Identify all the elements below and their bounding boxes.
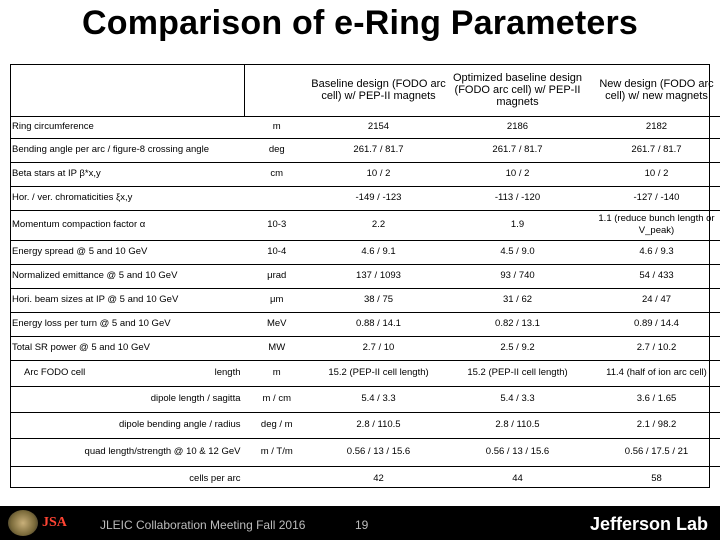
row-unit: 10-3 xyxy=(245,210,310,240)
row-new: 0.56 / 17.5 / 21 xyxy=(587,438,720,466)
jefferson-lab-logo: Jefferson Lab xyxy=(589,514,708,534)
table-row xyxy=(10,240,720,264)
row-optimized: 2.5 / 9.2 xyxy=(448,336,587,360)
table-row xyxy=(10,186,720,210)
jsa-logo: JSA xyxy=(42,515,67,530)
row-baseline: 42 xyxy=(309,466,448,492)
table-row xyxy=(10,312,720,336)
row-optimized: 44 xyxy=(448,466,587,492)
header-baseline: Baseline design (FODO arc cell) w/ PEP-II magnets xyxy=(311,77,446,102)
row-new: 2182 xyxy=(587,116,720,138)
row-new: -127 / -140 xyxy=(587,186,720,210)
table-header-row xyxy=(10,64,720,116)
row-new: 2.7 / 10.2 xyxy=(587,336,720,360)
row-baseline: 2.8 / 110.5 xyxy=(309,412,448,438)
row-optimized: 261.7 / 81.7 xyxy=(448,138,587,162)
row-optimized: 0.82 / 13.1 xyxy=(448,312,587,336)
row-label: Momentum compaction factor α xyxy=(10,210,245,240)
row-new: 1.1 (reduce bunch length or V_peak) xyxy=(587,210,720,240)
header-optimized: Optimized baseline design (FODO arc cell) w/ PEP-II magnets xyxy=(452,71,583,108)
row-optimized: 5.4 / 3.3 xyxy=(448,386,587,412)
row-optimized: 10 / 2 xyxy=(448,162,587,186)
row-optimized: 15.2 (PEP-II cell length) xyxy=(448,360,587,386)
parameters-table xyxy=(10,64,720,492)
table-row xyxy=(10,412,720,438)
row-new: 0.89 / 14.4 xyxy=(587,312,720,336)
row-label: Ring circumference xyxy=(10,116,245,138)
table-row xyxy=(10,116,720,138)
row-baseline: 261.7 / 81.7 xyxy=(309,138,448,162)
table-row xyxy=(10,438,720,466)
row-unit: μm xyxy=(245,288,310,312)
table-row xyxy=(10,386,720,412)
row-unit: MeV xyxy=(245,312,310,336)
meeting-name: JLEIC Collaboration Meeting Fall 2016 xyxy=(100,518,306,532)
row-baseline: 15.2 (PEP-II cell length) xyxy=(309,360,448,386)
row-label: Hori. beam sizes at IP @ 5 and 10 GeV xyxy=(10,288,245,312)
row-unit: m / cm xyxy=(245,386,310,412)
row-label: length xyxy=(214,367,241,378)
row-optimized: 4.5 / 9.0 xyxy=(448,240,587,264)
row-unit: m xyxy=(245,360,310,386)
row-unit: MW xyxy=(245,336,310,360)
row-label: Energy loss per turn @ 5 and 10 GeV xyxy=(10,312,245,336)
row-label: dipole length / sagitta xyxy=(10,386,245,412)
row-baseline: 0.56 / 13 / 15.6 xyxy=(309,438,448,466)
row-unit xyxy=(245,186,310,210)
table-row xyxy=(10,138,720,162)
row-baseline: 0.88 / 14.1 xyxy=(309,312,448,336)
row-unit: μrad xyxy=(245,264,310,288)
row-new: 10 / 2 xyxy=(587,162,720,186)
header-blank-cell xyxy=(10,64,245,116)
page-title: Comparison of e-Ring Parameters xyxy=(82,4,638,42)
row-unit: 10-4 xyxy=(245,240,310,264)
row-label: Hor. / ver. chromaticities ξx,y xyxy=(10,186,245,210)
arc-group-label: Arc FODO cell xyxy=(24,367,86,378)
table-row xyxy=(10,210,720,240)
header-unit-cell xyxy=(245,64,310,116)
row-baseline: 2.2 xyxy=(309,210,448,240)
row-new: 11.4 (half of ion arc cell) xyxy=(587,360,720,386)
row-label: dipole bending angle / radius xyxy=(10,412,245,438)
row-baseline: 10 / 2 xyxy=(309,162,448,186)
row-unit: deg xyxy=(245,138,310,162)
row-new: 4.6 / 9.3 xyxy=(587,240,720,264)
table-row xyxy=(10,162,720,186)
table-row xyxy=(10,466,720,492)
row-label: Total SR power @ 5 and 10 GeV xyxy=(10,336,245,360)
page-number: 19 xyxy=(355,518,369,532)
row-unit: deg / m xyxy=(245,412,310,438)
row-optimized: -113 / -120 xyxy=(448,186,587,210)
row-new: 261.7 / 81.7 xyxy=(587,138,720,162)
arc-group-label-cell xyxy=(10,360,245,386)
table-row xyxy=(10,360,720,386)
row-baseline: 137 / 1093 xyxy=(309,264,448,288)
row-baseline: 38 / 75 xyxy=(309,288,448,312)
row-optimized: 93 / 740 xyxy=(448,264,587,288)
row-baseline: 2.7 / 10 xyxy=(309,336,448,360)
row-label: Normalized emittance @ 5 and 10 GeV xyxy=(10,264,245,288)
doe-seal-logo xyxy=(8,510,38,536)
table-row xyxy=(10,336,720,360)
row-baseline: -149 / -123 xyxy=(309,186,448,210)
row-unit: m / T/m xyxy=(245,438,310,466)
header-new: New design (FODO arc cell) w/ new magnets xyxy=(599,77,714,102)
row-baseline: 2154 xyxy=(309,116,448,138)
row-baseline: 5.4 / 3.3 xyxy=(309,386,448,412)
row-new: 3.6 / 1.65 xyxy=(587,386,720,412)
row-optimized: 31 / 62 xyxy=(448,288,587,312)
row-optimized: 1.9 xyxy=(448,210,587,240)
row-unit xyxy=(245,466,310,492)
table-row xyxy=(10,264,720,288)
row-new: 2.1 / 98.2 xyxy=(587,412,720,438)
row-unit: cm xyxy=(245,162,310,186)
table-row xyxy=(10,288,720,312)
row-label: cells per arc xyxy=(10,466,245,492)
row-optimized: 2186 xyxy=(448,116,587,138)
row-new: 58 xyxy=(587,466,720,492)
row-unit: m xyxy=(245,116,310,138)
row-optimized: 2.8 / 110.5 xyxy=(448,412,587,438)
row-optimized: 0.56 / 13 / 15.6 xyxy=(448,438,587,466)
row-label: quad length/strength @ 10 & 12 GeV xyxy=(10,438,245,466)
row-label: Beta stars at IP β*x,y xyxy=(10,162,245,186)
row-label: Bending angle per arc / figure-8 crossing angle xyxy=(10,138,245,162)
row-new: 54 / 433 xyxy=(587,264,720,288)
row-baseline: 4.6 / 9.1 xyxy=(309,240,448,264)
row-label: Energy spread @ 5 and 10 GeV xyxy=(10,240,245,264)
row-new: 24 / 47 xyxy=(587,288,720,312)
